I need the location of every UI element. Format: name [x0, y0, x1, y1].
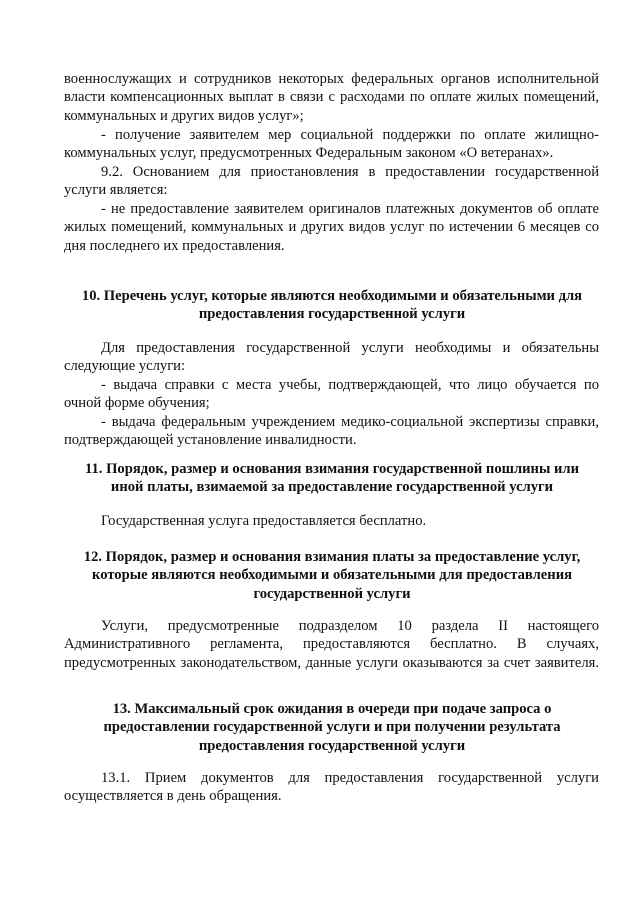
section-12-heading: 12. Порядок, размер и основания взимания платы за предоставление услуг, которые являются необходимыми и обязательными для предоставления государственной услуги — [83, 549, 581, 602]
section-10-paragraph-1: Для предоставления государственной услуги необходимы и обязательны следующие услуги: — [64, 340, 599, 375]
section-10-paragraph-2: - выдача справки с места учебы, подтверждающей, что лицо обучается по очной форме обучения; — [64, 377, 599, 412]
intro-paragraph-4: - не предоставление заявителем оригиналов платежных документов об оплате жилых помещений, коммунальных и других видов услуг по истечении 6 месяцев со дня последнего их предоставления. — [64, 201, 599, 254]
section-13-heading: 13. Максимальный срок ожидания в очереди при подаче запроса о предоставлении государственной услуги и при получении результата предоставления государственной услуги — [103, 701, 561, 754]
section-11-heading: 11. Порядок, размер и основания взимания государственной пошлины или иной платы, взимаемой за предоставление государственной услуги — [84, 461, 580, 496]
section-13-paragraph-1: 13.1. Прием документов для предоставления государственной услуги осуществляется в день обращения. — [64, 770, 599, 805]
section-10-paragraph-3: - выдача федеральным учреждением медико-социальной экспертизы справки, подтверждающей установление инвалидности. — [64, 414, 599, 449]
section-10-heading: 10. Перечень услуг, которые являются необходимыми и обязательными для предоставления государственной услуги — [81, 288, 583, 323]
intro-paragraph-2: - получение заявителем мер социальной поддержки по оплате жилищно-коммунальных услуг, предусмотренных Федеральным законом «О ветеранах». — [64, 127, 599, 162]
section-12-paragraph-1: Услуги, предусмотренные подразделом 10 раздела II настоящего Административного регламента, предоставляются бесплатно. В случаях, предусмотренных законодательством, данные услуги оказываются за счет заявителя. — [64, 618, 599, 671]
intro-paragraph-3: 9.2. Основанием для приостановления в предоставлении государственной услуги является: — [64, 164, 599, 199]
section-11-paragraph-1: Государственная услуга предоставляется бесплатно. — [101, 513, 427, 529]
intro-paragraph-1: военнослужащих и сотрудников некоторых федеральных органов исполнительной власти компенсационных выплат в связи с расходами по оплате жилых помещений, коммунальных и других видов услуг»; — [64, 71, 599, 124]
